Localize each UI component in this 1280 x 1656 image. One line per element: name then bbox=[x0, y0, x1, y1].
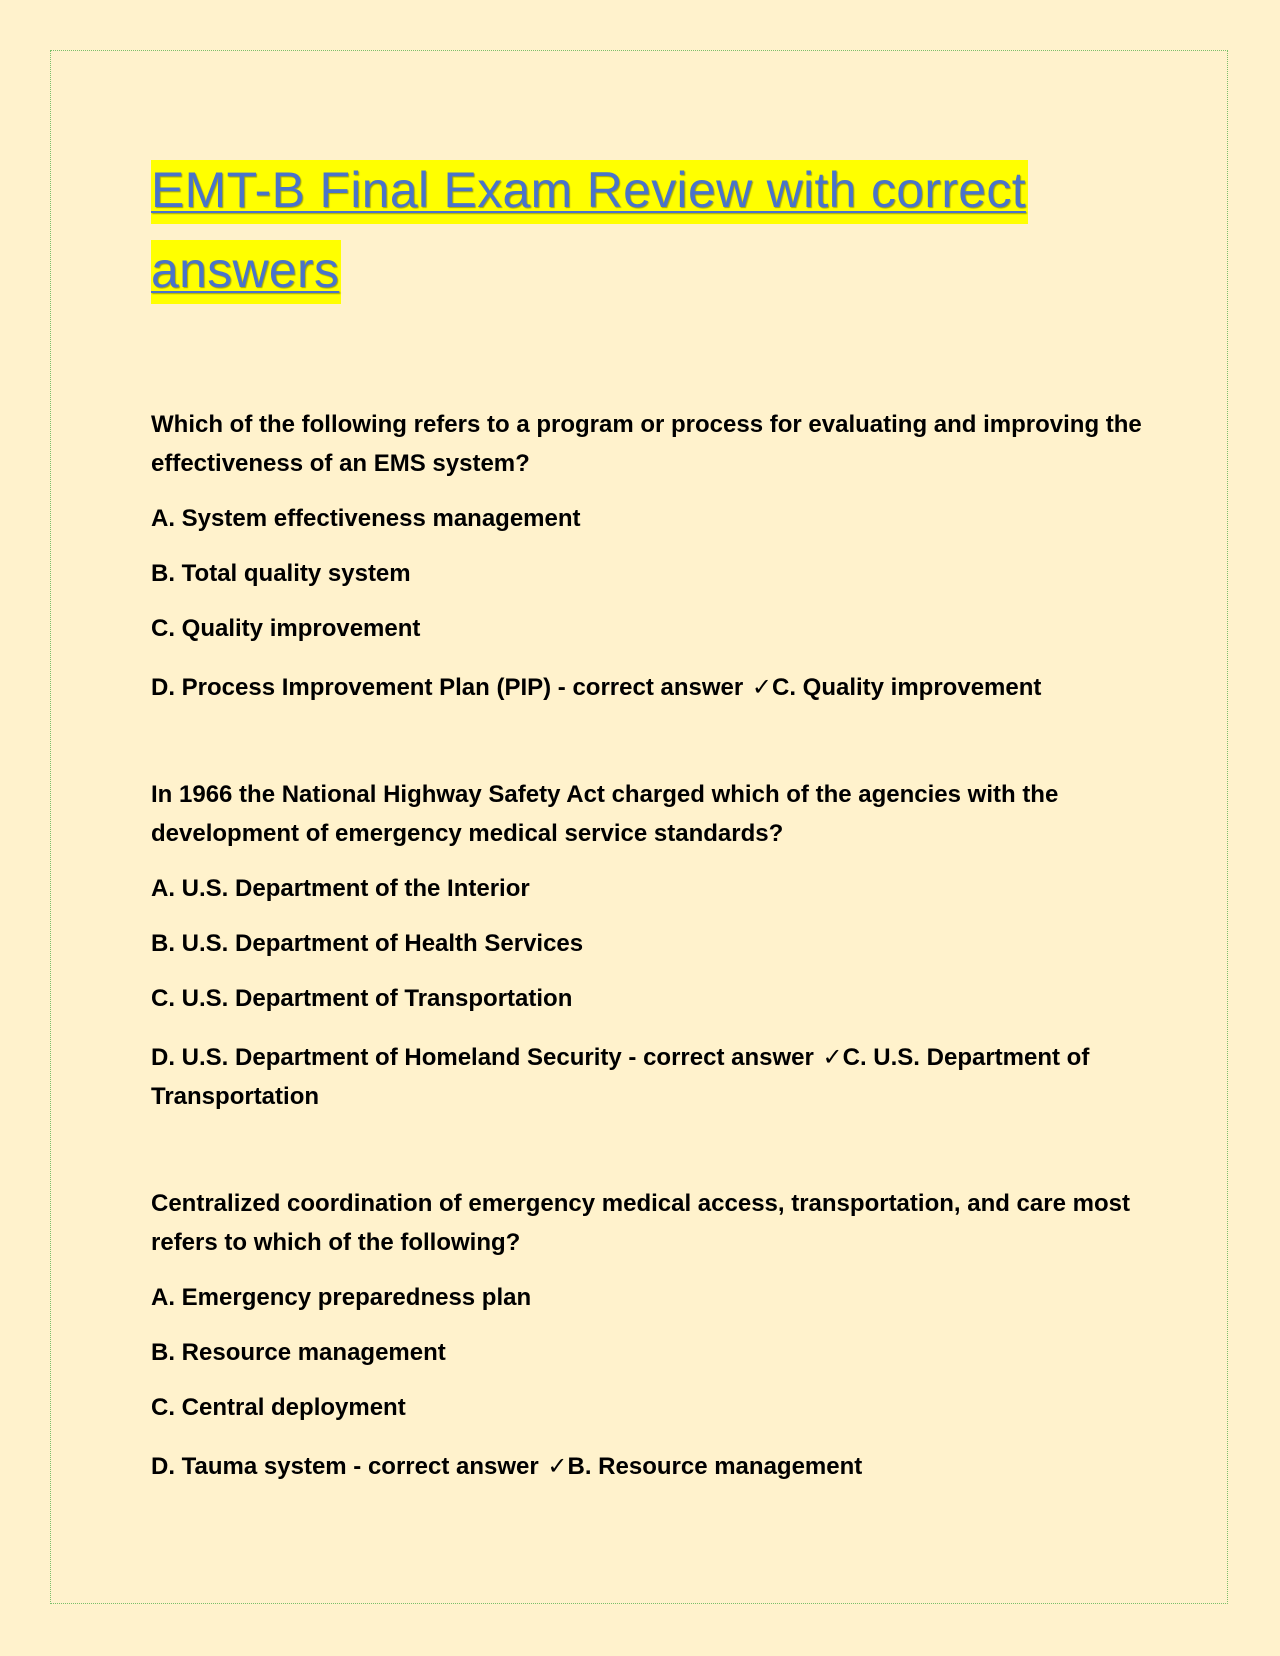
answer-option: B. Total quality system bbox=[151, 560, 411, 587]
answer-option: A. U.S. Department of the Interior bbox=[151, 875, 530, 902]
answer-option-text: D. U.S. Department of Homeland Security - correct answer bbox=[151, 1044, 821, 1071]
answer-option: C. U.S. Department of Transportation bbox=[151, 985, 573, 1012]
check-icon: ✓ bbox=[751, 673, 772, 701]
correct-answer: C. Quality improvement bbox=[771, 674, 1042, 701]
correct-answer: B. Resource management bbox=[567, 1453, 863, 1480]
answer-option-with-correct-answer bbox=[151, 668, 1151, 707]
check-icon: ✓ bbox=[822, 1043, 843, 1071]
document-content bbox=[151, 150, 1151, 1554]
answer-option: A. Emergency preparedness plan bbox=[151, 1284, 532, 1311]
correct-answer: C. U.S. Department of Transportation bbox=[151, 1044, 1090, 1110]
answer-option-text: D. Process Improvement Plan (PIP) - correct answer bbox=[151, 674, 750, 701]
question-text: Centralized coordination of emergency medical access, transportation, and care most refers to which of the following? bbox=[151, 1190, 1130, 1256]
answer-option: B. Resource management bbox=[151, 1339, 446, 1366]
answer-option: C. Central deployment bbox=[151, 1394, 406, 1421]
question-item bbox=[151, 775, 1151, 1116]
question-list bbox=[151, 405, 1151, 1486]
answer-option: B. U.S. Department of Health Services bbox=[151, 930, 584, 957]
answer-option-text: D. Tauma system - correct answer bbox=[151, 1453, 546, 1480]
document-title: EMT-B Final Exam Review with correct answers bbox=[151, 150, 1151, 310]
question-item bbox=[151, 1184, 1151, 1486]
answer-option: C. Quality improvement bbox=[151, 615, 421, 642]
question-item bbox=[151, 405, 1151, 707]
answer-option: A. System effectiveness management bbox=[151, 505, 581, 532]
check-icon: ✓ bbox=[547, 1452, 568, 1480]
question-text: Which of the following refers to a program or process for evaluating and improving the effectiveness of an EMS system? bbox=[151, 411, 1142, 477]
question-text: In 1966 the National Highway Safety Act charged which of the agencies with the development of emergency medical service standards? bbox=[151, 781, 1059, 847]
answer-option-with-correct-answer bbox=[151, 1447, 1151, 1486]
answer-option-with-correct-answer bbox=[151, 1038, 1151, 1116]
